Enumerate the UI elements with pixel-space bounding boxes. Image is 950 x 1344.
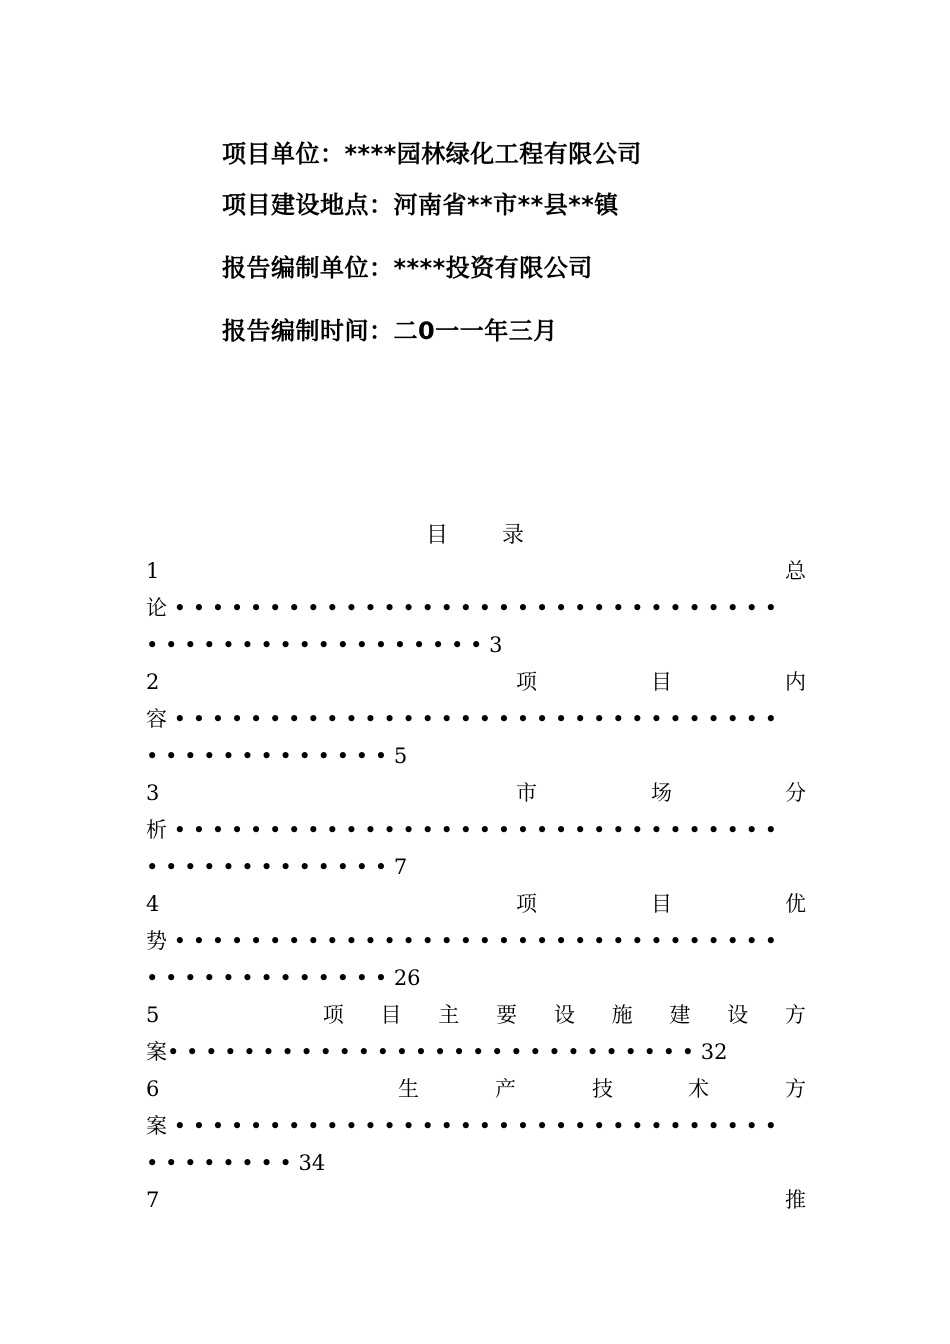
project-location: 项目建设地点：河南省**市**县**镇 [222,191,619,219]
toc-title [0,518,950,549]
leader-dots: • • • • • • • • • • • • • [146,744,394,768]
report-date: 报告编制时间：二0一一年三月 [222,317,558,345]
toc-page-number: 32 [700,1040,728,1064]
project-unit: 项目单位：****园林绿化工程有限公司 [222,140,642,168]
leader-dots: • • • • • • • • [146,1151,299,1175]
toc-title-char: 录 [502,523,525,548]
toc-char: 施 [611,1003,633,1027]
toc-char: 设 [727,1003,749,1027]
toc-char: 优 [785,892,806,916]
toc-char: 生 [398,1077,419,1101]
toc-entry-6-line1[interactable] [146,1074,806,1104]
toc-char: 技 [592,1077,613,1101]
toc-char: 市 [516,781,537,805]
leader-dots: • • • • • • • • • • • • • • • • • • [146,633,490,657]
toc-entry-5-line2 [146,1037,806,1067]
toc-number: 1 [146,559,160,583]
toc-char: 项 [516,670,537,694]
report-author: 报告编制单位：****投资有限公司 [222,254,593,282]
toc-entry-6-line2 [146,1111,806,1141]
toc-entry-1-line2 [146,593,806,623]
toc-char: 推 [785,1188,806,1212]
toc-entry-4-line1[interactable] [146,889,806,919]
toc-page-number: 3 [489,633,503,657]
toc-page-number: 34 [298,1151,326,1175]
toc-char: 方 [784,1003,806,1027]
toc-char: 论 [146,596,167,620]
leader-dots: • • • • • • • • • • • • • [146,855,394,879]
toc-char: 要 [496,1003,518,1027]
toc-char: 总 [785,559,806,583]
toc-char: 内 [785,670,806,694]
toc-entry-7-line1[interactable] [146,1185,806,1215]
leader-dots: • • • • • • • • • • • • • • • • • • • • • • • • • • • • • • • • [167,707,777,731]
toc-char: 目 [651,892,672,916]
leader-dots: • • • • • • • • • • • • • • • • • • • • • • • • • • • • • • • • [167,1114,777,1138]
toc-entry-2-line1[interactable] [146,667,806,697]
toc-entry-2-line3 [146,741,806,771]
toc-char: 案 [146,1114,167,1138]
leader-dots: • • • • • • • • • • • • • • • • • • • • • • • • • • • • • • • • [167,596,777,620]
toc-entry-2-line2 [146,704,806,734]
toc-number: 2 [146,670,160,694]
toc-entry-1-line1[interactable] [146,556,806,586]
toc-number: 4 [146,892,160,916]
leader-dots: • • • • • • • • • • • • • [146,966,394,990]
leader-dots: • • • • • • • • • • • • • • • • • • • • • • • • • • • • • • • • [167,818,777,842]
toc-entry-3-line3 [146,852,806,882]
toc-entry-4-line2 [146,926,806,956]
toc-entry-3-line1[interactable] [146,778,806,808]
toc-char: 分 [785,781,806,805]
toc-char: 产 [495,1077,516,1101]
toc-entry-6-line3 [146,1148,806,1178]
toc-page-number: 7 [393,855,408,879]
toc-char: 势 [146,929,167,953]
toc-entry-5-line1[interactable] [146,1000,806,1030]
toc-char: 场 [651,781,672,805]
toc-entry-4-line3 [146,963,806,993]
toc-char: 建 [669,1003,691,1027]
leader-dots: • • • • • • • • • • • • • • • • • • • • • • • • • • • • • • • • [167,929,777,953]
toc-number: 7 [146,1188,160,1212]
toc-char: 术 [688,1077,709,1101]
toc-number: 6 [146,1077,160,1101]
toc-title-char: 目 [425,523,448,548]
toc-page-number: 5 [393,744,408,768]
toc-char: 项 [322,1003,344,1027]
leader-dots: • • • • • • • • • • • • • • • • • • • • • • • • • • • • [167,1040,701,1064]
toc-number: 3 [146,781,160,805]
toc-char: 设 [553,1003,575,1027]
toc-page-number: 26 [393,966,421,990]
toc-char: 目 [380,1003,402,1027]
toc-char: 容 [146,707,167,731]
toc-char: 主 [438,1003,460,1027]
toc-char: 析 [146,818,167,842]
toc-number: 5 [146,1003,160,1027]
toc-char: 方 [785,1077,806,1101]
toc-char: 案 [146,1040,167,1064]
toc-char: 项 [516,892,537,916]
toc-entry-3-line2 [146,815,806,845]
toc-char: 目 [651,670,672,694]
toc-entry-1-line3 [146,630,806,660]
